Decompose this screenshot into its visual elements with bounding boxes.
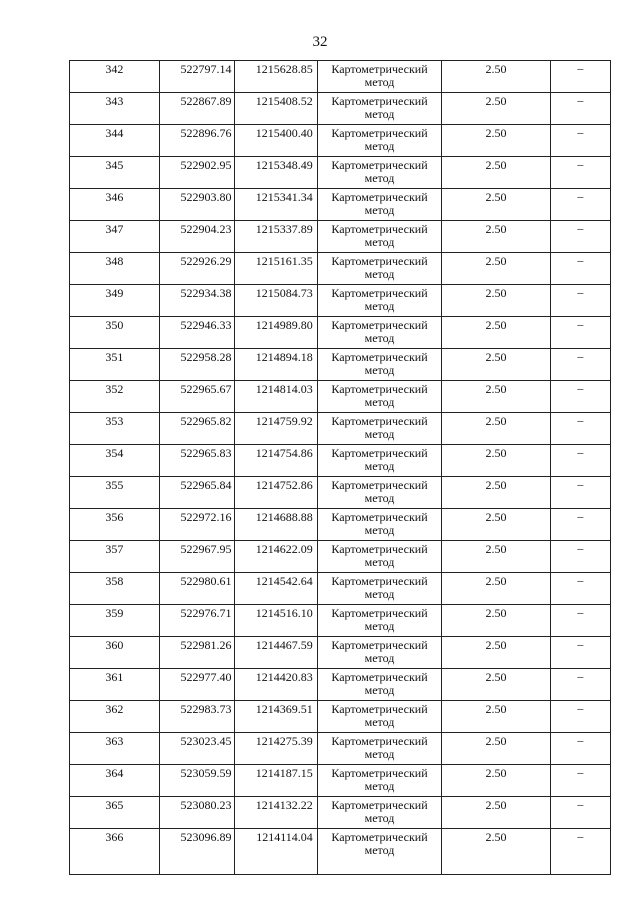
- method-line-2: метод: [364, 203, 395, 217]
- accuracy-cell: 2.50: [442, 413, 551, 445]
- accuracy-cell: 2.50: [442, 125, 551, 157]
- method-line-2: метод: [364, 715, 395, 729]
- method-line-1: Картометрический: [331, 62, 428, 76]
- accuracy-cell: 2.50: [442, 61, 551, 93]
- note-cell: –: [550, 605, 610, 637]
- accuracy-cell: 2.50: [442, 317, 551, 349]
- method-line-2: метод: [364, 811, 395, 825]
- method-cell: [317, 381, 441, 413]
- note-cell: –: [550, 733, 610, 765]
- y-coordinate-cell: 1215400.40: [234, 125, 317, 157]
- note-cell: –: [550, 797, 610, 829]
- y-coordinate-cell: 1215084.73: [234, 285, 317, 317]
- accuracy-cell: 2.50: [442, 573, 551, 605]
- point-number-cell: 348: [70, 253, 160, 285]
- point-number-cell: 350: [70, 317, 160, 349]
- note-cell: –: [550, 829, 610, 875]
- method-cell: [317, 93, 441, 125]
- y-coordinate-cell: 1214759.92: [234, 413, 317, 445]
- note-cell: –: [550, 413, 610, 445]
- y-coordinate-cell: 1215337.89: [234, 221, 317, 253]
- point-number-cell: 360: [70, 637, 160, 669]
- table-row: [70, 605, 611, 637]
- method-cell: [317, 349, 441, 381]
- method-line-1: Картометрический: [331, 350, 428, 364]
- table-row: [70, 413, 611, 445]
- y-coordinate-cell: 1214688.88: [234, 509, 317, 541]
- point-number-cell: 361: [70, 669, 160, 701]
- table-row: [70, 829, 611, 875]
- table-body: [70, 61, 611, 875]
- accuracy-cell: 2.50: [442, 605, 551, 637]
- method-cell: [317, 605, 441, 637]
- table-row: [70, 349, 611, 381]
- y-coordinate-cell: 1214275.39: [234, 733, 317, 765]
- point-number-cell: 364: [70, 765, 160, 797]
- point-number-cell: 356: [70, 509, 160, 541]
- x-coordinate-cell: 522977.40: [159, 669, 234, 701]
- method-cell: [317, 573, 441, 605]
- x-coordinate-cell: 522926.29: [159, 253, 234, 285]
- x-coordinate-cell: 523023.45: [159, 733, 234, 765]
- note-cell: –: [550, 253, 610, 285]
- method-line-1: Картометрический: [331, 158, 428, 172]
- method-cell: [317, 797, 441, 829]
- point-number-cell: 349: [70, 285, 160, 317]
- x-coordinate-cell: 522965.82: [159, 413, 234, 445]
- note-cell: –: [550, 477, 610, 509]
- point-number-cell: 359: [70, 605, 160, 637]
- x-coordinate-cell: 522946.33: [159, 317, 234, 349]
- method-cell: [317, 733, 441, 765]
- table-row: [70, 381, 611, 413]
- method-line-2: метод: [364, 139, 395, 153]
- accuracy-cell: 2.50: [442, 445, 551, 477]
- y-coordinate-cell: 1214542.64: [234, 573, 317, 605]
- note-cell: –: [550, 189, 610, 221]
- method-cell: [317, 221, 441, 253]
- note-cell: –: [550, 637, 610, 669]
- x-coordinate-cell: 523096.89: [159, 829, 234, 875]
- y-coordinate-cell: 1214622.09: [234, 541, 317, 573]
- table-row: [70, 797, 611, 829]
- method-line-1: Картометрический: [331, 222, 428, 236]
- table-row: [70, 733, 611, 765]
- method-line-2: метод: [364, 683, 395, 697]
- accuracy-cell: 2.50: [442, 765, 551, 797]
- method-cell: [317, 189, 441, 221]
- method-cell: [317, 445, 441, 477]
- table-row: [70, 637, 611, 669]
- method-cell: [317, 701, 441, 733]
- y-coordinate-cell: 1214187.15: [234, 765, 317, 797]
- method-line-1: Картометрический: [331, 190, 428, 204]
- method-line-1: Картометрический: [331, 382, 428, 396]
- method-line-1: Картометрический: [331, 734, 428, 748]
- y-coordinate-cell: 1215408.52: [234, 93, 317, 125]
- y-coordinate-cell: 1214114.04: [234, 829, 317, 875]
- method-line-2: метод: [364, 75, 395, 89]
- method-cell: [317, 317, 441, 349]
- x-coordinate-cell: 522904.23: [159, 221, 234, 253]
- method-line-1: Картометрический: [331, 542, 428, 556]
- note-cell: –: [550, 541, 610, 573]
- point-number-cell: 351: [70, 349, 160, 381]
- note-cell: –: [550, 349, 610, 381]
- page-number: 32: [312, 34, 328, 50]
- table-row: [70, 285, 611, 317]
- point-number-cell: 345: [70, 157, 160, 189]
- table-row: [70, 93, 611, 125]
- method-line-2: метод: [364, 235, 395, 249]
- note-cell: –: [550, 221, 610, 253]
- y-coordinate-cell: 1214467.59: [234, 637, 317, 669]
- point-number-cell: 355: [70, 477, 160, 509]
- y-coordinate-cell: 1214752.86: [234, 477, 317, 509]
- accuracy-cell: 2.50: [442, 93, 551, 125]
- accuracy-cell: 2.50: [442, 477, 551, 509]
- point-number-cell: 342: [70, 61, 160, 93]
- method-line-2: метод: [364, 107, 395, 121]
- point-number-cell: 353: [70, 413, 160, 445]
- method-line-2: метод: [364, 523, 395, 537]
- table-row: [70, 445, 611, 477]
- x-coordinate-cell: 522797.14: [159, 61, 234, 93]
- method-line-2: метод: [364, 427, 395, 441]
- table-row: [70, 189, 611, 221]
- method-line-2: метод: [364, 587, 395, 601]
- table-row: [70, 221, 611, 253]
- table-row: [70, 765, 611, 797]
- y-coordinate-cell: 1215628.85: [234, 61, 317, 93]
- table-row: [70, 317, 611, 349]
- y-coordinate-cell: 1215341.34: [234, 189, 317, 221]
- accuracy-cell: 2.50: [442, 701, 551, 733]
- method-line-1: Картометрический: [331, 830, 428, 844]
- method-line-2: метод: [364, 651, 395, 665]
- table-row: [70, 477, 611, 509]
- method-cell: [317, 765, 441, 797]
- method-line-2: метод: [364, 843, 395, 857]
- x-coordinate-cell: 522967.95: [159, 541, 234, 573]
- note-cell: –: [550, 701, 610, 733]
- table-row: [70, 61, 611, 93]
- accuracy-cell: 2.50: [442, 733, 551, 765]
- x-coordinate-cell: 522983.73: [159, 701, 234, 733]
- note-cell: –: [550, 765, 610, 797]
- note-cell: –: [550, 285, 610, 317]
- y-coordinate-cell: 1214516.10: [234, 605, 317, 637]
- note-cell: –: [550, 509, 610, 541]
- coordinates-table: [69, 60, 611, 875]
- method-line-2: метод: [364, 171, 395, 185]
- point-number-cell: 365: [70, 797, 160, 829]
- point-number-cell: 346: [70, 189, 160, 221]
- x-coordinate-cell: 522965.84: [159, 477, 234, 509]
- method-cell: [317, 61, 441, 93]
- y-coordinate-cell: 1214754.86: [234, 445, 317, 477]
- point-number-cell: 344: [70, 125, 160, 157]
- method-line-1: Картометрический: [331, 126, 428, 140]
- note-cell: –: [550, 125, 610, 157]
- y-coordinate-cell: 1214894.18: [234, 349, 317, 381]
- accuracy-cell: 2.50: [442, 189, 551, 221]
- method-line-2: метод: [364, 491, 395, 505]
- accuracy-cell: 2.50: [442, 285, 551, 317]
- method-line-2: метод: [364, 299, 395, 313]
- method-line-1: Картометрический: [331, 670, 428, 684]
- method-cell: [317, 125, 441, 157]
- method-cell: [317, 413, 441, 445]
- accuracy-cell: 2.50: [442, 669, 551, 701]
- x-coordinate-cell: 522958.28: [159, 349, 234, 381]
- method-cell: [317, 253, 441, 285]
- method-line-1: Картометрический: [331, 286, 428, 300]
- y-coordinate-cell: 1215348.49: [234, 157, 317, 189]
- method-line-2: метод: [364, 395, 395, 409]
- note-cell: –: [550, 669, 610, 701]
- point-number-cell: 363: [70, 733, 160, 765]
- accuracy-cell: 2.50: [442, 349, 551, 381]
- method-line-1: Картометрический: [331, 798, 428, 812]
- accuracy-cell: 2.50: [442, 157, 551, 189]
- note-cell: –: [550, 61, 610, 93]
- method-line-1: Картометрический: [331, 318, 428, 332]
- table-row: [70, 573, 611, 605]
- method-line-2: метод: [364, 331, 395, 345]
- accuracy-cell: 2.50: [442, 829, 551, 875]
- accuracy-cell: 2.50: [442, 541, 551, 573]
- x-coordinate-cell: 522965.67: [159, 381, 234, 413]
- method-cell: [317, 157, 441, 189]
- method-line-1: Картометрический: [331, 254, 428, 268]
- x-coordinate-cell: 522896.76: [159, 125, 234, 157]
- point-number-cell: 352: [70, 381, 160, 413]
- method-line-1: Картометрический: [331, 766, 428, 780]
- x-coordinate-cell: 522867.89: [159, 93, 234, 125]
- method-cell: [317, 285, 441, 317]
- point-number-cell: 354: [70, 445, 160, 477]
- method-line-2: метод: [364, 459, 395, 473]
- method-cell: [317, 829, 441, 875]
- method-line-2: метод: [364, 363, 395, 377]
- x-coordinate-cell: 522976.71: [159, 605, 234, 637]
- accuracy-cell: 2.50: [442, 253, 551, 285]
- method-cell: [317, 669, 441, 701]
- method-line-1: Картометрический: [331, 94, 428, 108]
- x-coordinate-cell: 522980.61: [159, 573, 234, 605]
- x-coordinate-cell: 522972.16: [159, 509, 234, 541]
- method-line-2: метод: [364, 619, 395, 633]
- method-cell: [317, 637, 441, 669]
- method-line-1: Картометрический: [331, 414, 428, 428]
- point-number-cell: 347: [70, 221, 160, 253]
- note-cell: –: [550, 317, 610, 349]
- method-line-2: метод: [364, 555, 395, 569]
- point-number-cell: 358: [70, 573, 160, 605]
- point-number-cell: 366: [70, 829, 160, 875]
- method-line-1: Картометрический: [331, 606, 428, 620]
- y-coordinate-cell: 1214369.51: [234, 701, 317, 733]
- method-line-1: Картометрический: [331, 638, 428, 652]
- method-line-1: Картометрический: [331, 574, 428, 588]
- y-coordinate-cell: 1215161.35: [234, 253, 317, 285]
- table-row: [70, 157, 611, 189]
- x-coordinate-cell: 523059.59: [159, 765, 234, 797]
- x-coordinate-cell: 522965.83: [159, 445, 234, 477]
- table-row: [70, 541, 611, 573]
- method-line-1: Картометрический: [331, 702, 428, 716]
- method-line-2: метод: [364, 747, 395, 761]
- y-coordinate-cell: 1214132.22: [234, 797, 317, 829]
- accuracy-cell: 2.50: [442, 509, 551, 541]
- x-coordinate-cell: 522934.38: [159, 285, 234, 317]
- table-row: [70, 253, 611, 285]
- point-number-cell: 362: [70, 701, 160, 733]
- note-cell: –: [550, 445, 610, 477]
- x-coordinate-cell: 522981.26: [159, 637, 234, 669]
- accuracy-cell: 2.50: [442, 797, 551, 829]
- accuracy-cell: 2.50: [442, 381, 551, 413]
- note-cell: –: [550, 381, 610, 413]
- table-row: [70, 509, 611, 541]
- method-line-1: Картометрический: [331, 510, 428, 524]
- point-number-cell: 343: [70, 93, 160, 125]
- accuracy-cell: 2.50: [442, 221, 551, 253]
- method-line-1: Картометрический: [331, 446, 428, 460]
- table-row: [70, 701, 611, 733]
- note-cell: –: [550, 573, 610, 605]
- method-cell: [317, 477, 441, 509]
- method-line-1: Картометрический: [331, 478, 428, 492]
- y-coordinate-cell: 1214989.80: [234, 317, 317, 349]
- note-cell: –: [550, 157, 610, 189]
- method-cell: [317, 509, 441, 541]
- point-number-cell: 357: [70, 541, 160, 573]
- note-cell: –: [550, 93, 610, 125]
- y-coordinate-cell: 1214420.83: [234, 669, 317, 701]
- x-coordinate-cell: 522903.80: [159, 189, 234, 221]
- method-cell: [317, 541, 441, 573]
- x-coordinate-cell: 523080.23: [159, 797, 234, 829]
- table-row: [70, 125, 611, 157]
- method-line-2: метод: [364, 267, 395, 281]
- table-row: [70, 669, 611, 701]
- method-line-2: метод: [364, 779, 395, 793]
- x-coordinate-cell: 522902.95: [159, 157, 234, 189]
- y-coordinate-cell: 1214814.03: [234, 381, 317, 413]
- accuracy-cell: 2.50: [442, 637, 551, 669]
